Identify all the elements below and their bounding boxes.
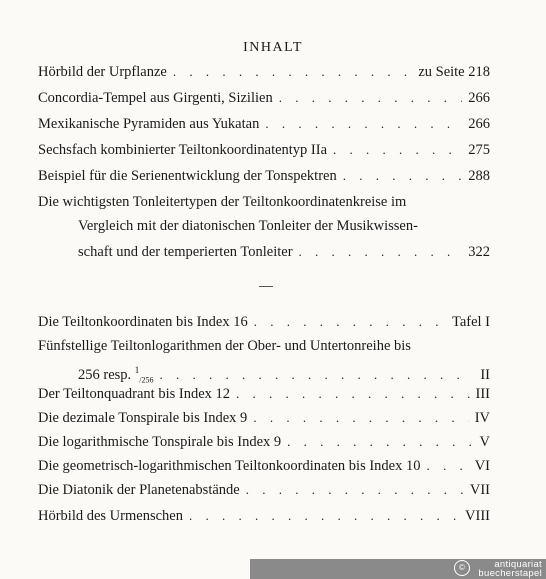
- toc-entry-page: IV: [474, 410, 490, 426]
- copyright-icon: ©: [454, 560, 470, 576]
- toc-entry-page: 322: [468, 244, 490, 260]
- toc-entry: [38, 432, 490, 452]
- toc-entry: [78, 242, 490, 262]
- watermark-line1: antiquariat: [494, 559, 542, 570]
- toc-entry-page: III: [475, 386, 490, 402]
- toc-entry: [38, 480, 490, 500]
- leader-dots: [160, 365, 475, 385]
- leader-dots: [189, 506, 459, 526]
- toc-entry-title: schaft und der temperierten Tonleiter: [78, 244, 293, 260]
- toc-heading: INHALT: [243, 40, 303, 55]
- toc-entry-title: Der Teiltonquadrant bis Index 12: [38, 386, 231, 402]
- toc-entry-page: V: [479, 434, 490, 450]
- toc-entry: [38, 88, 490, 108]
- leader-dots: [265, 114, 462, 134]
- toc-entry-title: Hörbild der Urpflanze: [38, 64, 167, 80]
- toc-entry-page: VII: [469, 482, 490, 498]
- toc-entry-line: Vergleich mit der diatonischen Tonleiter der Musikwissen-: [78, 218, 418, 234]
- toc-entry-title: Beispiel für die Serienentwicklung der Tonspektren: [38, 168, 337, 184]
- toc-entry-title: Die logarithmische Tonspirale bis Index 9: [38, 434, 282, 450]
- watermark-banner: [250, 559, 546, 579]
- toc-entry-page: zu Seite 218: [418, 64, 490, 80]
- leader-dots: [343, 166, 463, 186]
- toc-entry-page: 266: [468, 116, 490, 132]
- toc-entry-page: VI: [474, 458, 490, 474]
- leader-dots: [279, 88, 463, 108]
- leader-dots: [426, 456, 468, 476]
- toc-entry-prefix: 256 resp.: [78, 366, 135, 383]
- leader-dots: [299, 242, 463, 262]
- toc-entry: [38, 384, 490, 404]
- leader-dots: [236, 384, 469, 404]
- leader-dots: [254, 312, 446, 332]
- toc-entry-page: 266: [468, 90, 490, 106]
- toc-entry-page: 288: [468, 168, 490, 184]
- toc-entry-title: Mexikanische Pyramiden aus Yukatan: [38, 116, 260, 132]
- toc-entry: [38, 114, 490, 134]
- leader-dots: [287, 432, 473, 452]
- toc-entry-title: Hörbild des Urmenschen: [38, 508, 183, 524]
- toc-entry: [38, 408, 490, 428]
- toc-entry-title: Die geometrisch-logarithmischen Teiltonkoordinaten bis Index 10: [38, 458, 421, 474]
- toc-entry-page: 275: [468, 142, 490, 158]
- toc-entry: [38, 62, 490, 82]
- fraction-numerator: 1: [134, 365, 140, 375]
- leader-dots: [173, 62, 412, 82]
- fraction-denominator: /256: [139, 375, 154, 385]
- leader-dots: [333, 140, 462, 160]
- leader-dots: [246, 480, 464, 500]
- toc-entry-title: Die dezimale Tonspirale bis Index 9: [38, 410, 248, 426]
- toc-entry: [38, 456, 490, 476]
- toc-entry-title: Sechsfach kombinierter Teiltonkoordinatentyp IIa: [38, 142, 328, 158]
- toc-entry-line: Fünfstellige Teiltonlogarithmen der Ober- und Untertonreihe bis: [38, 338, 411, 354]
- watermark-text: [478, 560, 542, 578]
- toc-entry-title: Concordia-Tempel aus Girgenti, Sizilien: [38, 90, 273, 106]
- leader-dots: [253, 408, 468, 428]
- toc-entry-page: Tafel I: [451, 314, 490, 330]
- toc-entry-page: II: [480, 366, 490, 383]
- toc-entry-title: Die Teiltonkoordinaten bis Index 16: [38, 314, 248, 330]
- watermark-line2: buecherstapel: [478, 568, 542, 579]
- toc-entry: [38, 312, 490, 332]
- toc-entry: [78, 360, 490, 385]
- toc-entry-line: Die wichtigsten Tonleitertypen der Teiltonkoordinatenkreise im: [38, 194, 407, 210]
- toc-entry: [38, 506, 490, 526]
- toc-entry: [38, 140, 490, 160]
- toc-entry-title: Die Diatonik der Planetenabstände: [38, 482, 240, 498]
- section-separator: [259, 286, 273, 287]
- toc-entry-page: VIII: [465, 508, 490, 524]
- toc-entry: [38, 166, 490, 186]
